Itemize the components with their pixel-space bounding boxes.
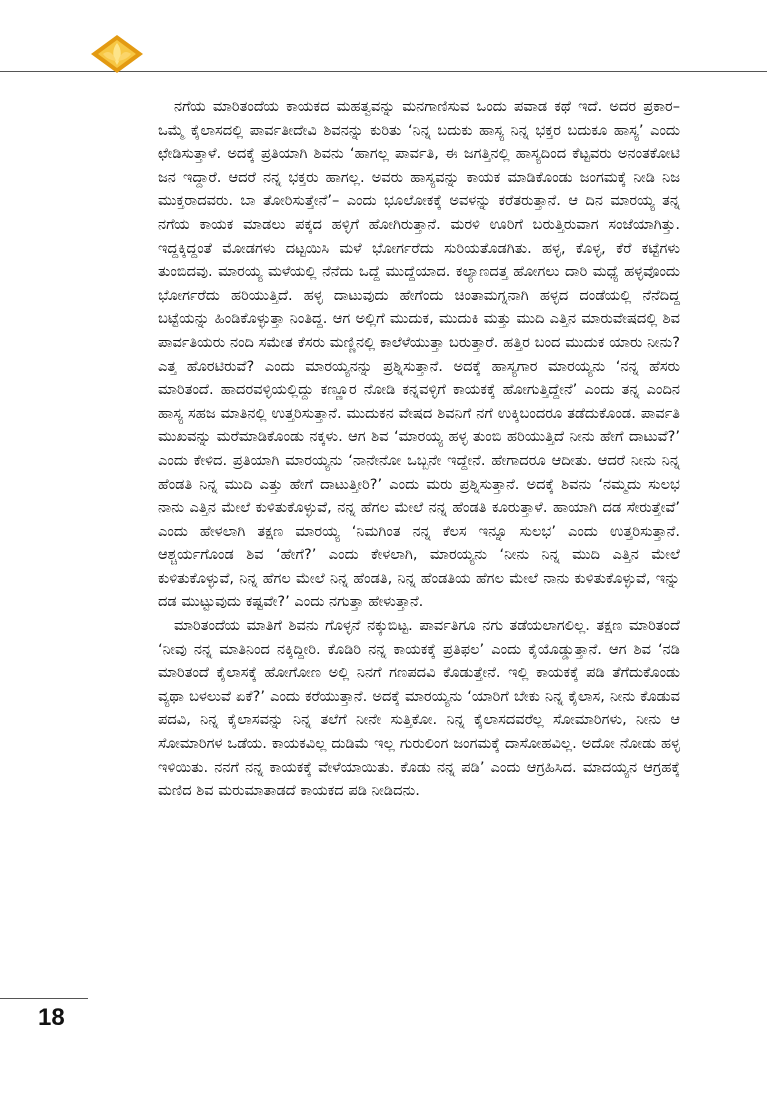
article-body (158, 95, 680, 803)
paragraph: ಮಾರಿತಂದೆಯ ಮಾತಿಗೆ ಶಿವನು ಗೊಳ್ಳನೆ ನಕ್ಕುಬಿಟ್ಟ. ಪಾರ್ವತಿಗೂ ನಗು ತಡೆಯಲಾಗಲಿಲ್ಲ. ತಕ್ಷಣ ಮಾರಿತಂದೆ ‘ನೀವು ನನ್ನ ಮಾತಿನಿಂದ ನಕ್ಕಿದ್ದೀರಿ. ಕೊಡಿರಿ ನನ್ನ ಕಾಯಕಕ್ಕೆ ಪ್ರತಿಫಲ’ ಎಂದು ಕೈಯೊಡ್ಡುತ್ತಾನೆ. ಆಗ ಶಿವ ‘ನಡಿ ಮಾರಿತಂದೆ ಕೈಲಾಸಕ್ಕೆ ಹೋಗೋಣ ಅಲ್ಲಿ ನಿನಗೆ ಗಣಪದವಿ ಕೊಡುತ್ತೇನೆ. ಇಲ್ಲಿ ಕಾಯಕಕ್ಕೆ ಪಡಿ ತೆಗೆದುಕೊಂಡು ವ್ಯಥಾ ಬಳಲುವೆ ಏಕೆ?’ ಎಂದು ಕರೆಯುತ್ತಾನೆ. ಅದಕ್ಕೆ ಮಾರಯ್ಯನು ‘ಯಾರಿಗೆ ಬೇಕು ನಿನ್ನ ಕೈಲಾಸ, ನೀನು ಕೊಡುವ ಪದವಿ, ನಿನ್ನ ಕೈಲಾಸವನ್ನು ನಿನ್ನ ತಲೆಗೆ ನೀನೇ ಸುತ್ತಿಕೋ. ನಿನ್ನ ಕೈಲಾಸದವರೆಲ್ಲ ಸೋಮಾರಿಗಳು, ನೀನು ಆ ಸೋಮಾರಿಗಳ ಒಡೆಯ. ಕಾಯಕವಿಲ್ಲ ದುಡಿಮೆ ಇಲ್ಲ ಗುರುಲಿಂಗ ಜಂಗಮಕ್ಕೆ ದಾಸೋಹವಿಲ್ಲ. ಅದೋ ನೋಡು ಹಳ್ಳ ಇಳಿಯಿತು. ನನಗೆ ನನ್ನ ಕಾಯಕಕ್ಕೆ ವೇಳೆಯಾಯಿತು. ಕೊಡು ನನ್ನ ಪಡಿ’ ಎಂದು ಆಗ್ರಹಿಸಿದ. ಮಾದಯ್ಯನ ಆಗ್ರಹಕ್ಕೆ ಮಣಿದ ಶಿವ ಮರುಮಾತಾಡದೆ ಕಾಯಕದ ಪಡಿ ನೀಡಿದನು. (158, 617, 680, 800)
paragraph: ನಗೆಯ ಮಾರಿತಂದೆಯ ಕಾಯಕದ ಮಹತ್ವವನ್ನು ಮನಗಾಣಿಸುವ ಒಂದು ಪವಾಡ ಕಥೆ ಇದೆ. ಅದರ ಪ್ರಕಾರ– ಒಮ್ಮೆ ಕೈಲಾಸದಲ್ಲಿ ಪಾರ್ವತೀದೇವಿ ಶಿವನನ್ನು ಕುರಿತು ‘ನಿನ್ನ ಬದುಕು ಹಾಸ್ಯ ನಿನ್ನ ಭಕ್ತರ ಬದುಕೂ ಹಾಸ್ಯ’ ಎಂದು ಛೇಡಿಸುತ್ತಾಳೆ. ಅದಕ್ಕೆ ಪ್ರತಿಯಾಗಿ ಶಿವನು ‘ಹಾಗಲ್ಲ ಪಾರ್ವತಿ, ಈ ಜಗತ್ತಿನಲ್ಲಿ ಹಾಸ್ಯದಿಂದ ಕೆಟ್ಟವರು ಅನಂತಕೋಟಿ ಜನ ಇದ್ದಾರೆ. ಆದರೆ ನನ್ನ ಭಕ್ತರು ಹಾಗಲ್ಲ. ಅವರು ಹಾಸ್ಯವನ್ನು ಕಾಯಕ ಮಾಡಿಕೊಂಡು ಜಂಗಮಕ್ಕೆ ನೀಡಿ ನಿಜ ಮುಕ್ತರಾದವರು. ಬಾ ತೋರಿಸುತ್ತೇನೆ’– ಎಂದು ಭೂಲೋಕಕ್ಕೆ ಅವಳನ್ನು ಕರೆತರುತ್ತಾನೆ. ಆ ದಿನ ಮಾರಯ್ಯ ತನ್ನ ನಗೆಯ ಕಾಯಕ ಮಾಡಲು ಪಕ್ಕದ ಹಳ್ಳಿಗೆ ಹೋಗಿರುತ್ತಾನೆ. ಮರಳಿ ಊರಿಗೆ ಬರುತ್ತಿರುವಾಗ ಸಂಜೆಯಾಗಿತ್ತು. ಇದ್ದಕ್ಕಿದ್ದಂತೆ ಮೋಡಗಳು ದಟ್ಟಯಿಸಿ ಮಳೆ ಭೋರ್ಗರೆದು ಸುರಿಯತೊಡಗಿತು. ಹಳ್ಳ, ಕೊಳ್ಳ, ಕೆರೆ ಕಟ್ಟೆಗಳು ತುಂಬಿದವು. ಮಾರಯ್ಯ ಮಳೆಯಲ್ಲಿ ನೆನೆದು ಒದ್ದೆ ಮುದ್ದೆಯಾದ. ಕಲ್ಯಾಣದತ್ತ ಹೋಗಲು ದಾರಿ ಮಧ್ಯೆ ಹಳ್ಳವೊಂದು ಭೋರ್ಗರೆದು ಹರಿಯುತ್ತಿದೆ. ಹಳ್ಳ ದಾಟುವುದು ಹೇಗೆಂದು ಚಿಂತಾಮಗ್ನನಾಗಿ ಹಳ್ಳದ ದಂಡೆಯಲ್ಲಿ ನೆನೆದಿದ್ದ ಬಟ್ಟೆಯನ್ನು ಹಿಂಡಿಕೊಳ್ಳುತ್ತಾ ನಿಂತಿದ್ದ. ಆಗ ಅಲ್ಲಿಗೆ ಮುದುಕ, ಮುದುಕಿ ಮತ್ತು ಮುದಿ ಎತ್ತಿನ ಮಾರುವೇಷದಲ್ಲಿ ಶಿವ ಪಾರ್ವತಿಯರು ನಂದಿ ಸಮೇತ ಕೆಸರು ಮಣ್ಣಿನಲ್ಲಿ ಕಾಲೆಳೆಯುತ್ತಾ ಬರುತ್ತಾರೆ. ಹತ್ತಿರ ಬಂದ ಮುದುಕ ಯಾರು ನೀನು? ಎತ್ತ ಹೊರಟಿರುವೆ? ಎಂದು ಮಾರಯ್ಯನನ್ನು ಪ್ರಶ್ನಿಸುತ್ತಾನೆ. ಅದಕ್ಕೆ ಹಾಸ್ಯಗಾರ ಮಾರಯ್ಯನು ‘ನನ್ನ ಹೆಸರು ಮಾರಿತಂದೆ. ಹಾದರವಳ್ಳಿಯಲ್ಲಿದ್ದು ಕಣ್ಣೂರ ನೋಡಿ ಕನ್ನವಳ್ಳಿಗೆ ಕಾಯಕಕ್ಕೆ ಹೋಗುತ್ತಿದ್ದೇನೆ’ ಎಂದು ತನ್ನ ಎಂದಿನ ಹಾಸ್ಯ ಸಹಜ ಮಾತಿನಲ್ಲಿ ಉತ್ತರಿಸುತ್ತಾನೆ. ಮುದುಕನ ವೇಷದ ಶಿವನಿಗೆ ನಗೆ ಉಕ್ಕಿಬಂದರೂ ತಡೆದುಕೊಂಡ. ಪಾರ್ವತಿ ಮುಖವನ್ನು ಮರೆಮಾಡಿಕೊಂಡು ನಕ್ಕಳು. ಆಗ ಶಿವ ‘ಮಾರಯ್ಯ ಹಳ್ಳ ತುಂಬಿ ಹರಿಯುತ್ತಿದೆ ನೀನು ಹೇಗೆ ದಾಟುವೆ?’ ಎಂದು ಕೇಳಿದ. ಪ್ರತಿಯಾಗಿ ಮಾರಯ್ಯನು ‘ನಾನೇನೋ ಒಬ್ಬನೇ ಇದ್ದೇನೆ. ಹೇಗಾದರೂ ಆದೀತು. ಆದರೆ ನೀನು ನಿನ್ನ ಹೆಂಡತಿ ನಿನ್ನ ಮುದಿ ಎತ್ತು ಹೇಗೆ ದಾಟುತ್ತೀರಿ?’ ಎಂದು ಮರು ಪ್ರಶ್ನಿಸುತ್ತಾನೆ. ಅದಕ್ಕೆ ಶಿವನು ‘ನಮ್ಮದು ಸುಲಭ ನಾನು ಎತ್ತಿನ ಮೇಲೆ ಕುಳಿತುಕೊಳ್ಳುವೆ, ನನ್ನ ಹೆಗಲ ಮೇಲೆ ನನ್ನ ಹೆಂಡತಿ ಕೂರುತ್ತಾಳೆ. ಹಾಯಾಗಿ ದಡ ಸೇರುತ್ತೇವೆ’ ಎಂದು ಹೇಳಲಾಗಿ ತಕ್ಷಣ ಮಾರಯ್ಯ ‘ನಿಮಗಿಂತ ನನ್ನ ಕೆಲಸ ಇನ್ನೂ ಸುಲಭ’ ಎಂದು ಉತ್ತರಿಸುತ್ತಾನೆ. ಆಶ್ಚರ್ಯಗೊಂಡ ಶಿವ ‘ಹೇಗೆ?’ ಎಂದು ಕೇಳಲಾಗಿ, ಮಾರಯ್ಯನು ‘ನೀನು ನಿನ್ನ ಮುದಿ ಎತ್ತಿನ ಮೇಲೆ ಕುಳಿತುಕೊಳ್ಳುವೆ, ನಿನ್ನ ಹೆಗಲ ಮೇಲೆ ನಿನ್ನ ಹೆಂಡತಿ, ನಿನ್ನ ಹೆಂಡತಿಯ ಹೆಗಲ ಮೇಲೆ ನಾನು ಕುಳಿತುಕೊಳ್ಳುವೆ, ಇನ್ನು ದಡ ಮುಟ್ಟುವುದು ಕಷ್ಟವೇ?’ ಎಂದು ನಗುತ್ತಾ ಹೇಳುತ್ತಾನೆ. (158, 98, 680, 611)
page-number: 18 (38, 1004, 65, 1031)
lotus-diamond-icon (90, 34, 144, 74)
footer-rule (0, 998, 88, 999)
